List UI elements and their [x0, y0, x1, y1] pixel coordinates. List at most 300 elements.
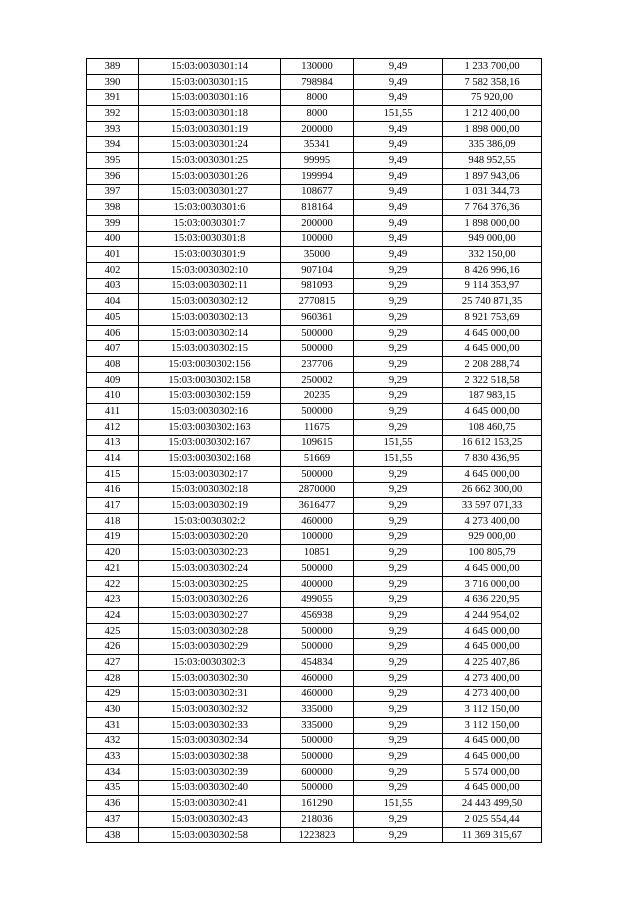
table-row	[87, 153, 542, 169]
rate-cell: 9,49	[354, 137, 443, 153]
cadastral-number-cell: 15:03:0030302:24	[139, 561, 281, 577]
rate-cell: 9,29	[354, 466, 443, 482]
table-row	[87, 529, 542, 545]
value-cell: 187 983,15	[443, 388, 542, 404]
cadastral-number-cell: 15:03:0030302:43	[139, 812, 281, 828]
cadastral-number-cell: 15:03:0030302:38	[139, 749, 281, 765]
cadastral-number-cell: 15:03:0030302:158	[139, 372, 281, 388]
rate-cell: 9,49	[354, 184, 443, 200]
rate-cell: 9,29	[354, 608, 443, 624]
area-cell: 108677	[281, 184, 354, 200]
value-cell: 4 645 000,00	[443, 466, 542, 482]
table-row	[87, 294, 542, 310]
rate-cell: 9,29	[354, 827, 443, 843]
value-cell: 4 645 000,00	[443, 561, 542, 577]
area-cell: 818164	[281, 200, 354, 216]
rate-cell: 9,29	[354, 404, 443, 420]
area-cell: 500000	[281, 466, 354, 482]
area-cell: 2770815	[281, 294, 354, 310]
value-cell: 16 612 153,25	[443, 435, 542, 451]
row-number-cell: 408	[87, 357, 139, 373]
table-row	[87, 325, 542, 341]
rate-cell: 9,29	[354, 372, 443, 388]
value-cell: 949 000,00	[443, 231, 542, 247]
rate-cell: 9,29	[354, 670, 443, 686]
row-number-cell: 400	[87, 231, 139, 247]
cadastral-number-cell: 15:03:0030302:41	[139, 796, 281, 812]
value-cell: 7 830 436,95	[443, 451, 542, 467]
area-cell: 460000	[281, 670, 354, 686]
area-cell: 500000	[281, 733, 354, 749]
row-number-cell: 422	[87, 576, 139, 592]
row-number-cell: 424	[87, 608, 139, 624]
cadastral-number-cell: 15:03:0030302:11	[139, 278, 281, 294]
row-number-cell: 395	[87, 153, 139, 169]
cadastral-number-cell: 15:03:0030302:17	[139, 466, 281, 482]
row-number-cell: 414	[87, 451, 139, 467]
cadastral-number-cell: 15:03:0030302:18	[139, 482, 281, 498]
rate-cell: 151,55	[354, 451, 443, 467]
value-cell: 2 025 554,44	[443, 812, 542, 828]
value-cell: 75 920,00	[443, 90, 542, 106]
cadastral-number-cell: 15:03:0030302:15	[139, 341, 281, 357]
area-cell: 456938	[281, 608, 354, 624]
row-number-cell: 415	[87, 466, 139, 482]
row-number-cell: 401	[87, 247, 139, 263]
row-number-cell: 429	[87, 686, 139, 702]
area-cell: 454834	[281, 655, 354, 671]
table-body	[87, 59, 542, 843]
cadastral-number-cell: 15:03:0030302:32	[139, 702, 281, 718]
area-cell: 218036	[281, 812, 354, 828]
area-cell: 499055	[281, 592, 354, 608]
area-cell: 1223823	[281, 827, 354, 843]
cadastral-number-cell: 15:03:0030302:39	[139, 764, 281, 780]
rate-cell: 9,29	[354, 686, 443, 702]
row-number-cell: 435	[87, 780, 139, 796]
row-number-cell: 406	[87, 325, 139, 341]
row-number-cell: 418	[87, 513, 139, 529]
cadastral-number-cell: 15:03:0030302:12	[139, 294, 281, 310]
value-cell: 108 460,75	[443, 419, 542, 435]
value-cell: 1 897 943,06	[443, 168, 542, 184]
rate-cell: 9,29	[354, 294, 443, 310]
row-number-cell: 391	[87, 90, 139, 106]
area-cell: 2870000	[281, 482, 354, 498]
rate-cell: 9,29	[354, 717, 443, 733]
row-number-cell: 402	[87, 262, 139, 278]
value-cell: 948 952,55	[443, 153, 542, 169]
value-cell: 24 443 499,50	[443, 796, 542, 812]
row-number-cell: 403	[87, 278, 139, 294]
table-row	[87, 121, 542, 137]
row-number-cell: 394	[87, 137, 139, 153]
area-cell: 237706	[281, 357, 354, 373]
row-number-cell: 420	[87, 545, 139, 561]
value-cell: 3 112 150,00	[443, 717, 542, 733]
table-row	[87, 466, 542, 482]
area-cell: 11675	[281, 419, 354, 435]
value-cell: 1 898 000,00	[443, 215, 542, 231]
table-row	[87, 545, 542, 561]
area-cell: 51669	[281, 451, 354, 467]
value-cell: 1 898 000,00	[443, 121, 542, 137]
value-cell: 3 716 000,00	[443, 576, 542, 592]
value-cell: 2 322 518,58	[443, 372, 542, 388]
value-cell: 332 150,00	[443, 247, 542, 263]
cadastral-number-cell: 15:03:0030301:18	[139, 106, 281, 122]
row-number-cell: 393	[87, 121, 139, 137]
row-number-cell: 426	[87, 639, 139, 655]
rate-cell: 9,29	[354, 388, 443, 404]
rate-cell: 9,29	[354, 780, 443, 796]
table-row	[87, 498, 542, 514]
table-row	[87, 341, 542, 357]
cadastral-number-cell: 15:03:0030302:31	[139, 686, 281, 702]
rate-cell: 9,29	[354, 325, 443, 341]
cadastral-number-cell: 15:03:0030302:27	[139, 608, 281, 624]
table-row	[87, 90, 542, 106]
value-cell: 100 805,79	[443, 545, 542, 561]
value-cell: 26 662 300,00	[443, 482, 542, 498]
value-cell: 8 426 996,16	[443, 262, 542, 278]
row-number-cell: 423	[87, 592, 139, 608]
cadastral-number-cell: 15:03:0030302:33	[139, 717, 281, 733]
rate-cell: 9,29	[354, 592, 443, 608]
rate-cell: 9,29	[354, 702, 443, 718]
table-row	[87, 513, 542, 529]
cadastral-number-cell: 15:03:0030302:156	[139, 357, 281, 373]
row-number-cell: 432	[87, 733, 139, 749]
rate-cell: 9,49	[354, 59, 443, 75]
table-row	[87, 796, 542, 812]
value-cell: 9 114 353,97	[443, 278, 542, 294]
row-number-cell: 405	[87, 310, 139, 326]
rate-cell: 9,49	[354, 200, 443, 216]
cadastral-number-cell: 15:03:0030302:168	[139, 451, 281, 467]
row-number-cell: 389	[87, 59, 139, 75]
rate-cell: 9,49	[354, 153, 443, 169]
table-row	[87, 764, 542, 780]
row-number-cell: 430	[87, 702, 139, 718]
row-number-cell: 421	[87, 561, 139, 577]
table-row	[87, 184, 542, 200]
table-row	[87, 372, 542, 388]
table-row	[87, 733, 542, 749]
value-cell: 33 597 071,33	[443, 498, 542, 514]
cadastral-number-cell: 15:03:0030301:24	[139, 137, 281, 153]
cadastral-number-cell: 15:03:0030302:163	[139, 419, 281, 435]
table-row	[87, 231, 542, 247]
cadastral-number-cell: 15:03:0030301:25	[139, 153, 281, 169]
area-cell: 100000	[281, 231, 354, 247]
rate-cell: 9,49	[354, 168, 443, 184]
value-cell: 4 244 954,02	[443, 608, 542, 624]
table-row	[87, 262, 542, 278]
row-number-cell: 409	[87, 372, 139, 388]
cadastral-number-cell: 15:03:0030302:2	[139, 513, 281, 529]
row-number-cell: 416	[87, 482, 139, 498]
cadastral-number-cell: 15:03:0030301:19	[139, 121, 281, 137]
table-row	[87, 435, 542, 451]
rate-cell: 9,29	[354, 498, 443, 514]
area-cell: 500000	[281, 780, 354, 796]
area-cell: 8000	[281, 106, 354, 122]
value-cell: 25 740 871,35	[443, 294, 542, 310]
row-number-cell: 431	[87, 717, 139, 733]
area-cell: 798984	[281, 74, 354, 90]
cadastral-number-cell: 15:03:0030301:15	[139, 74, 281, 90]
row-number-cell: 398	[87, 200, 139, 216]
table-row	[87, 655, 542, 671]
cadastral-number-cell: 15:03:0030301:27	[139, 184, 281, 200]
table-row	[87, 168, 542, 184]
cadastral-number-cell: 15:03:0030301:9	[139, 247, 281, 263]
row-number-cell: 396	[87, 168, 139, 184]
area-cell: 500000	[281, 341, 354, 357]
table-row	[87, 592, 542, 608]
cadastral-number-cell: 15:03:0030302:58	[139, 827, 281, 843]
rate-cell: 9,29	[354, 357, 443, 373]
cadastral-number-cell: 15:03:0030302:26	[139, 592, 281, 608]
area-cell: 109615	[281, 435, 354, 451]
cadastral-number-cell: 15:03:0030301:7	[139, 215, 281, 231]
value-cell: 4 645 000,00	[443, 404, 542, 420]
row-number-cell: 404	[87, 294, 139, 310]
value-cell: 4 225 407,86	[443, 655, 542, 671]
area-cell: 200000	[281, 121, 354, 137]
table-row	[87, 404, 542, 420]
table-row	[87, 74, 542, 90]
table-row	[87, 686, 542, 702]
row-number-cell: 407	[87, 341, 139, 357]
cadastral-number-cell: 15:03:0030302:10	[139, 262, 281, 278]
rate-cell: 9,29	[354, 341, 443, 357]
value-cell: 11 369 315,67	[443, 827, 542, 843]
cadastral-number-cell: 15:03:0030302:3	[139, 655, 281, 671]
cadastral-number-cell: 15:03:0030301:14	[139, 59, 281, 75]
table-row	[87, 639, 542, 655]
cadastral-number-cell: 15:03:0030302:13	[139, 310, 281, 326]
table-row	[87, 247, 542, 263]
row-number-cell: 434	[87, 764, 139, 780]
value-cell: 4 645 000,00	[443, 749, 542, 765]
cadastral-number-cell: 15:03:0030302:159	[139, 388, 281, 404]
rate-cell: 9,29	[354, 278, 443, 294]
area-cell: 199994	[281, 168, 354, 184]
table-row	[87, 278, 542, 294]
table-row	[87, 200, 542, 216]
area-cell: 130000	[281, 59, 354, 75]
value-cell: 8 921 753,69	[443, 310, 542, 326]
value-cell: 4 645 000,00	[443, 325, 542, 341]
area-cell: 335000	[281, 702, 354, 718]
table-row	[87, 749, 542, 765]
cadastral-number-cell: 15:03:0030302:167	[139, 435, 281, 451]
table-row	[87, 702, 542, 718]
value-cell: 4 645 000,00	[443, 341, 542, 357]
rate-cell: 9,29	[354, 262, 443, 278]
area-cell: 35000	[281, 247, 354, 263]
cadastral-number-cell: 15:03:0030302:16	[139, 404, 281, 420]
rate-cell: 9,29	[354, 310, 443, 326]
table-row	[87, 419, 542, 435]
cadastral-number-cell: 15:03:0030302:25	[139, 576, 281, 592]
table-row	[87, 827, 542, 843]
table-row	[87, 576, 542, 592]
table-row	[87, 106, 542, 122]
row-number-cell: 417	[87, 498, 139, 514]
rate-cell: 9,29	[354, 419, 443, 435]
rate-cell: 9,29	[354, 749, 443, 765]
rate-cell: 9,49	[354, 74, 443, 90]
area-cell: 35341	[281, 137, 354, 153]
cadastral-number-cell: 15:03:0030302:30	[139, 670, 281, 686]
value-cell: 2 208 288,74	[443, 357, 542, 373]
rate-cell: 9,29	[354, 513, 443, 529]
area-cell: 460000	[281, 686, 354, 702]
row-number-cell: 390	[87, 74, 139, 90]
area-cell: 600000	[281, 764, 354, 780]
value-cell: 4 645 000,00	[443, 639, 542, 655]
area-cell: 3616477	[281, 498, 354, 514]
table-row	[87, 482, 542, 498]
row-number-cell: 436	[87, 796, 139, 812]
table-row	[87, 780, 542, 796]
row-number-cell: 427	[87, 655, 139, 671]
value-cell: 1 212 400,00	[443, 106, 542, 122]
table-row	[87, 717, 542, 733]
row-number-cell: 399	[87, 215, 139, 231]
cadastral-value-table	[86, 58, 542, 843]
area-cell: 500000	[281, 639, 354, 655]
area-cell: 500000	[281, 325, 354, 341]
value-cell: 335 386,09	[443, 137, 542, 153]
row-number-cell: 397	[87, 184, 139, 200]
rate-cell: 9,29	[354, 639, 443, 655]
area-cell: 500000	[281, 623, 354, 639]
cadastral-number-cell: 15:03:0030302:34	[139, 733, 281, 749]
cadastral-number-cell: 15:03:0030302:40	[139, 780, 281, 796]
area-cell: 500000	[281, 561, 354, 577]
table-row	[87, 670, 542, 686]
cadastral-number-cell: 15:03:0030301:8	[139, 231, 281, 247]
area-cell: 8000	[281, 90, 354, 106]
value-cell: 4 645 000,00	[443, 733, 542, 749]
value-cell: 7 764 376,36	[443, 200, 542, 216]
rate-cell: 9,29	[354, 764, 443, 780]
cadastral-number-cell: 15:03:0030301:16	[139, 90, 281, 106]
row-number-cell: 411	[87, 404, 139, 420]
area-cell: 20235	[281, 388, 354, 404]
area-cell: 907104	[281, 262, 354, 278]
rate-cell: 9,29	[354, 576, 443, 592]
cadastral-number-cell: 15:03:0030302:29	[139, 639, 281, 655]
row-number-cell: 413	[87, 435, 139, 451]
value-cell: 4 273 400,00	[443, 513, 542, 529]
rate-cell: 9,49	[354, 215, 443, 231]
rate-cell: 151,55	[354, 106, 443, 122]
area-cell: 400000	[281, 576, 354, 592]
table-row	[87, 310, 542, 326]
cadastral-number-cell: 15:03:0030302:28	[139, 623, 281, 639]
table-row	[87, 623, 542, 639]
area-cell: 99995	[281, 153, 354, 169]
cadastral-number-cell: 15:03:0030302:23	[139, 545, 281, 561]
rate-cell: 9,29	[354, 529, 443, 545]
table-row	[87, 388, 542, 404]
area-cell: 335000	[281, 717, 354, 733]
rate-cell: 9,29	[354, 482, 443, 498]
rate-cell: 9,29	[354, 545, 443, 561]
rate-cell: 9,29	[354, 812, 443, 828]
rate-cell: 9,29	[354, 655, 443, 671]
rate-cell: 9,49	[354, 231, 443, 247]
table-row	[87, 608, 542, 624]
rate-cell: 9,29	[354, 733, 443, 749]
table-row	[87, 561, 542, 577]
row-number-cell: 428	[87, 670, 139, 686]
rate-cell: 9,49	[354, 90, 443, 106]
value-cell: 4 636 220,95	[443, 592, 542, 608]
area-cell: 981093	[281, 278, 354, 294]
area-cell: 200000	[281, 215, 354, 231]
row-number-cell: 437	[87, 812, 139, 828]
area-cell: 960361	[281, 310, 354, 326]
rate-cell: 9,29	[354, 561, 443, 577]
area-cell: 250002	[281, 372, 354, 388]
value-cell: 4 645 000,00	[443, 623, 542, 639]
value-cell: 1 031 344,73	[443, 184, 542, 200]
rate-cell: 151,55	[354, 435, 443, 451]
row-number-cell: 425	[87, 623, 139, 639]
cadastral-number-cell: 15:03:0030301:26	[139, 168, 281, 184]
table-row	[87, 451, 542, 467]
table-row	[87, 137, 542, 153]
row-number-cell: 438	[87, 827, 139, 843]
value-cell: 3 112 150,00	[443, 702, 542, 718]
row-number-cell: 410	[87, 388, 139, 404]
row-number-cell: 419	[87, 529, 139, 545]
value-cell: 7 582 358,16	[443, 74, 542, 90]
table-row	[87, 357, 542, 373]
value-cell: 4 273 400,00	[443, 686, 542, 702]
cadastral-number-cell: 15:03:0030302:19	[139, 498, 281, 514]
area-cell: 100000	[281, 529, 354, 545]
rate-cell: 9,49	[354, 121, 443, 137]
value-cell: 1 233 700,00	[443, 59, 542, 75]
value-cell: 929 000,00	[443, 529, 542, 545]
cadastral-number-cell: 15:03:0030302:20	[139, 529, 281, 545]
area-cell: 460000	[281, 513, 354, 529]
cadastral-number-cell: 15:03:0030302:14	[139, 325, 281, 341]
rate-cell: 151,55	[354, 796, 443, 812]
cadastral-number-cell: 15:03:0030301:6	[139, 200, 281, 216]
table-row	[87, 812, 542, 828]
value-cell: 4 645 000,00	[443, 780, 542, 796]
row-number-cell: 433	[87, 749, 139, 765]
table-row	[87, 59, 542, 75]
area-cell: 10851	[281, 545, 354, 561]
rate-cell: 9,49	[354, 247, 443, 263]
table-row	[87, 215, 542, 231]
area-cell: 500000	[281, 749, 354, 765]
area-cell: 500000	[281, 404, 354, 420]
area-cell: 161290	[281, 796, 354, 812]
row-number-cell: 392	[87, 106, 139, 122]
row-number-cell: 412	[87, 419, 139, 435]
value-cell: 5 574 000,00	[443, 764, 542, 780]
